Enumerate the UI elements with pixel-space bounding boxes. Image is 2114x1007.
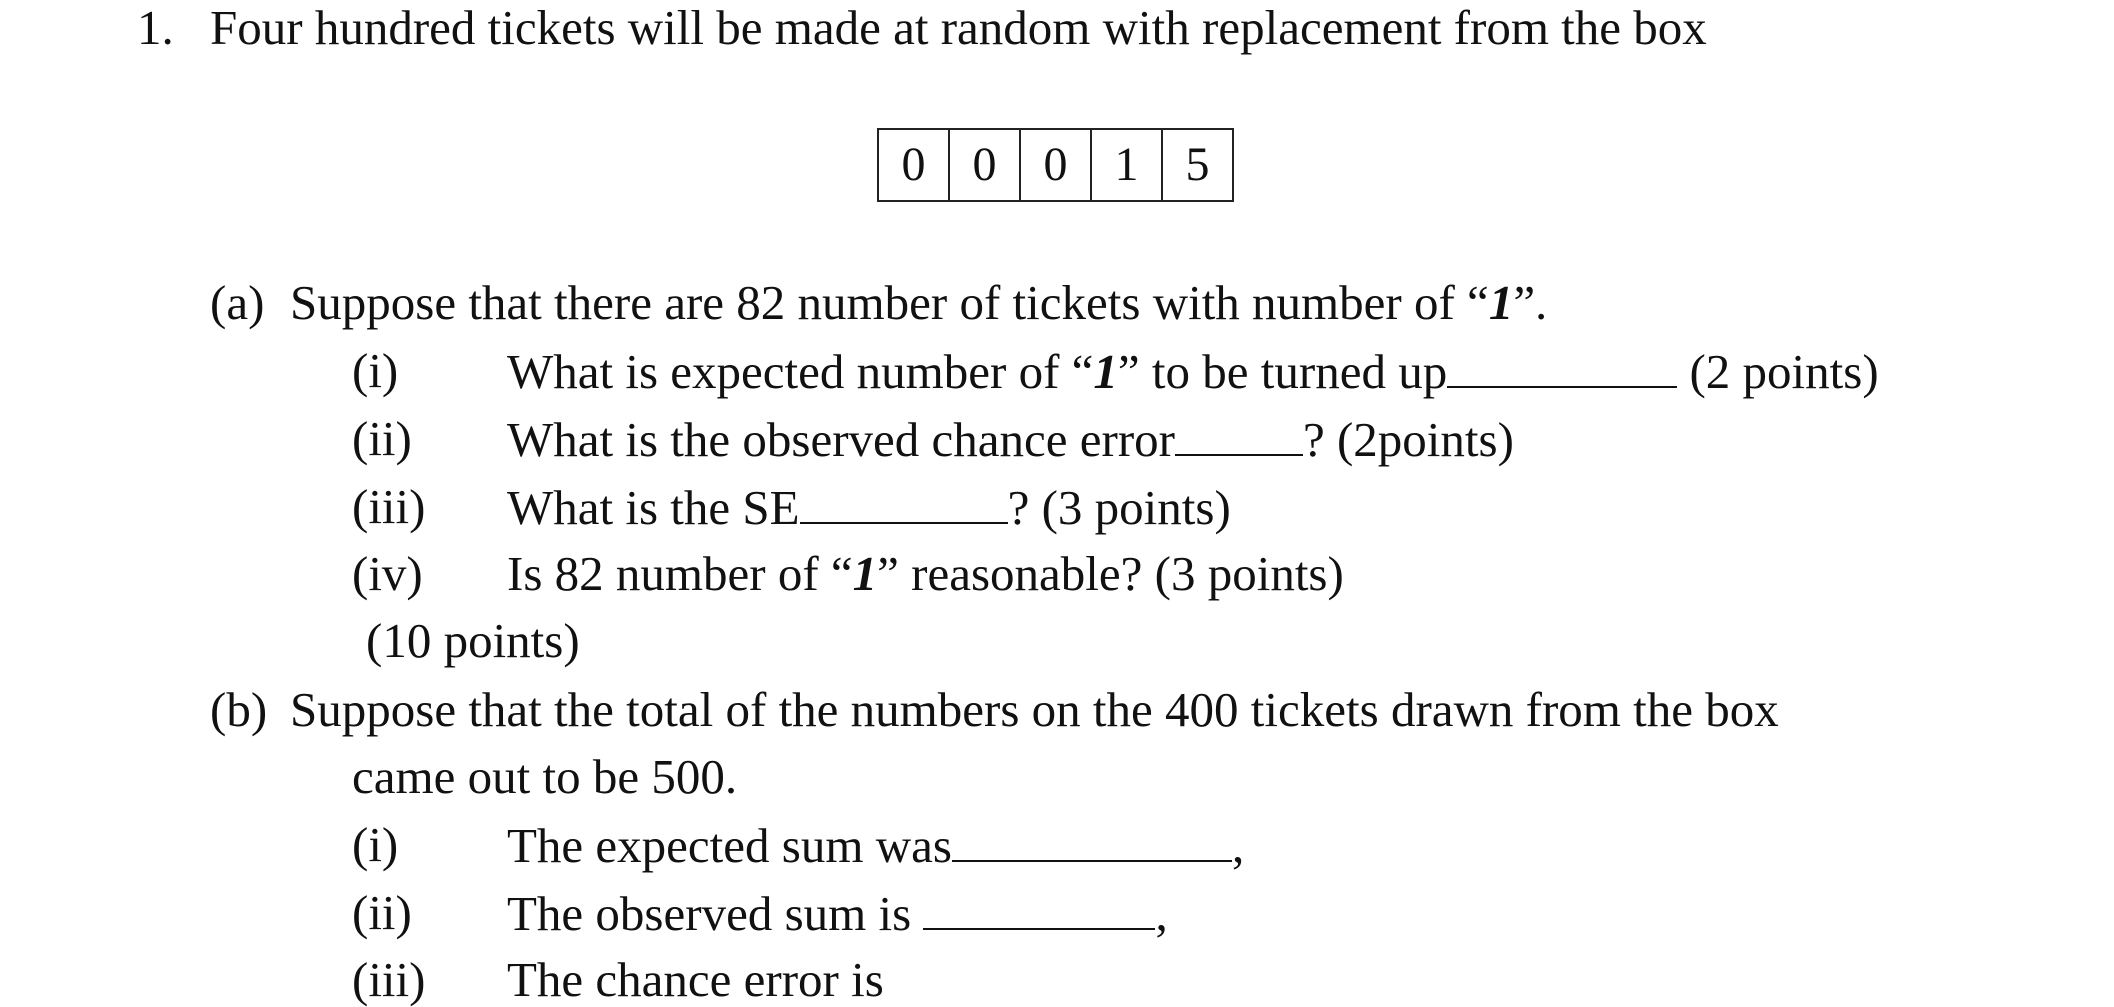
item-points: ? (3 points) [1007, 480, 1231, 535]
answer-blank[interactable] [952, 820, 1232, 862]
item-suffix: , [1231, 818, 1245, 873]
item-emph: 1 [1093, 344, 1118, 399]
ticket: 0 [1021, 130, 1092, 200]
answer-blank[interactable] [800, 482, 1008, 524]
item-text-before: What is the SE [507, 480, 800, 535]
item-text-before: What is expected number of “ [507, 344, 1094, 399]
part-a-item-label: (ii) [352, 411, 412, 466]
item-text-after: ” to be turned up [1117, 344, 1448, 399]
item-text-before: Is 82 number of “ [507, 546, 853, 601]
item-text-after: ” reasonable? (3 points) [877, 546, 1344, 601]
item-suffix: , [1155, 886, 1168, 941]
ticket: 1 [1092, 130, 1163, 200]
part-a-label: (a) [210, 275, 265, 330]
ticket-box [877, 128, 1234, 202]
item-text: The observed sum is [507, 886, 924, 941]
part-a-text-before: Suppose that there are 82 number of tickets with number of “ [290, 275, 1489, 330]
part-b-item-text: The chance error is [507, 952, 884, 1007]
part-b-text-line2: came out to be 500. [352, 749, 738, 804]
answer-blank[interactable] [923, 888, 1155, 930]
ticket: 5 [1185, 138, 1210, 191]
part-a-item-label: (iv) [352, 546, 423, 601]
part-a-item-text [507, 546, 1344, 601]
item-text-before: What is the observed chance error [507, 412, 1175, 467]
part-b-label: (b) [210, 682, 268, 737]
answer-blank[interactable] [1175, 414, 1303, 456]
part-a-item-text [507, 344, 1879, 399]
part-a-text-after: ”. [1513, 275, 1548, 330]
question-text: Four hundred tickets will be made at random with replacement from the box [210, 0, 1707, 55]
item-points: ? (2points) [1302, 412, 1514, 467]
part-a-text [290, 275, 1548, 330]
part-b-item-text [507, 818, 1245, 873]
part-a-item-label: (iii) [352, 479, 426, 534]
part-b-item-label: (iii) [352, 952, 426, 1007]
part-a-item-text [507, 480, 1231, 535]
part-a-total-points: (10 points) [366, 613, 580, 668]
part-b-text-line1: Suppose that the total of the numbers on the 400 tickets drawn from the box [290, 682, 1779, 737]
question-number: 1. [137, 0, 174, 55]
item-points: (2 points) [1677, 344, 1879, 399]
item-text: The expected sum was [507, 818, 952, 873]
part-a-item-label: (i) [352, 343, 399, 398]
ticket: 0 [879, 130, 950, 200]
part-b-item-label: (i) [352, 817, 399, 872]
answer-blank[interactable] [1447, 346, 1677, 388]
part-a-emph: 1 [1488, 275, 1514, 330]
ticket: 0 [950, 130, 1021, 200]
part-a-item-text [507, 412, 1514, 467]
part-b-item-text [507, 886, 1168, 941]
item-emph: 1 [852, 546, 878, 601]
part-b-item-label: (ii) [352, 885, 412, 940]
